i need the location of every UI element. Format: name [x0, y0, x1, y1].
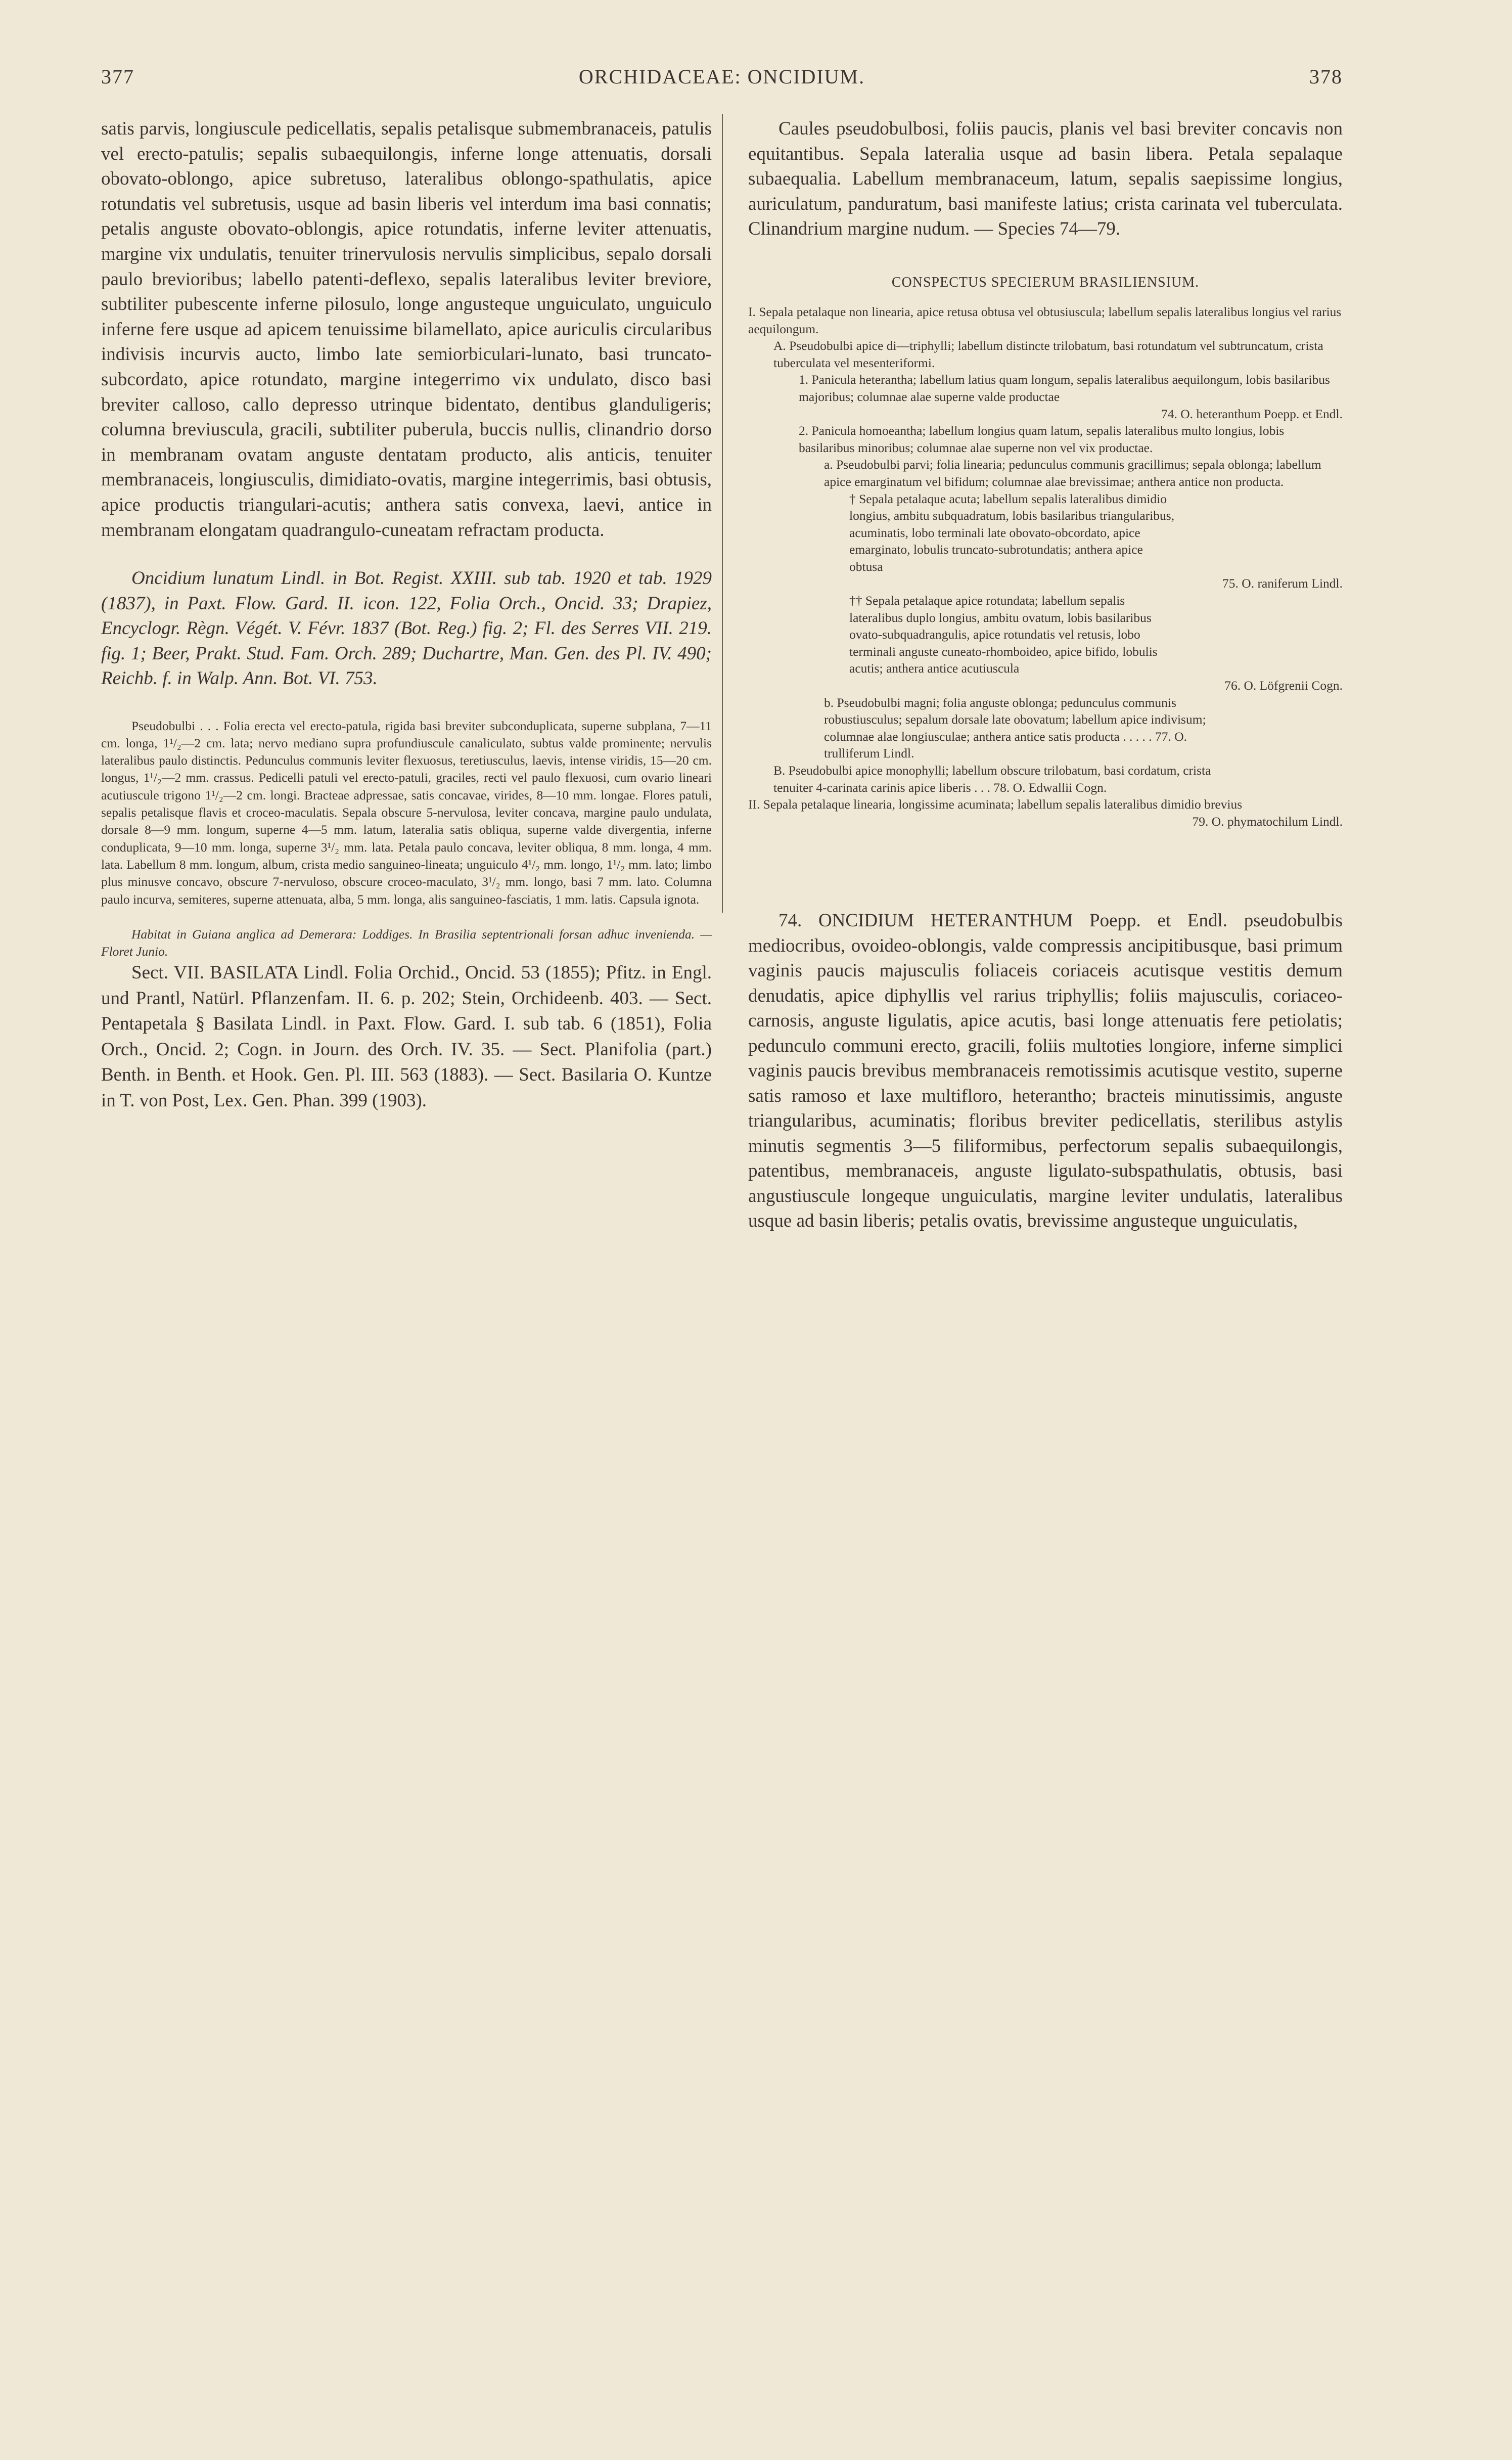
page-number-left: 377 — [101, 65, 134, 88]
description-text: satis parvis, longiuscule pedicellatis, sepalis petalisque submembranaceis, patulis vel erecto-patulis; sepalis subaequilongis, inferne longe attenuatis, dorsali obovato-oblongo, apice subretuso, lateralibus oblongo-spathulatis, apice rotundatis vel subretusis, usque ad basin liberis vel interdum ima basi connatis; petalis anguste obovato-oblongis, apice rotundatis, inferne leviter attenuatis, margine vix undulatis, tenuiter trinervulosis nervulis simplicibus, sepalo dorsali paulo brevioribus; labello patenti-deflexo, sepalis lateralibus leviter breviore, subtiliter pubescente inferne pilosulo, longe angusteque unguiculato, unguiculo inferne fere usque ad apicem tenuissime bilamellato, apice auriculis circularibus indivisis incurvis aucto, limbo late semiorbiculari-lunato, basi truncato-subcordato, apice rotundato, margine integerrimo vix undulato, disco basi breviter calloso, callo depresso utrinque bidentato, dentibus glanduligeris; columna breviuscula, gracili, subtiliter puberula, buccis nullis, clinandrio dorso in membranam ovatam anguste dentatam producto, alis anticis, tenuiter membranaceis, longiusculis, dimidiato-ovatis, margine integerrimis, basi obtusis, apice productis triangulari-acutis; anthera satis convexa, laevi, antice in membranam elongatam quadrangulo-cuneatam refractam producta. — [101, 118, 712, 541]
key-line: II. Sepala petalaque linearia, longissime acuminata; labellum sepalis lateralibus dimidio brevius — [748, 797, 1243, 812]
section-description: Caules pseudobulbosi, foliis paucis, planis vel basi breviter concavis non equitantibus. Sepala lateralia usque ad basin libera. Petala sepalaque subaequalia. Labellum membranaceum, latum, sepalis saepissime longius, auriculatum, panduratum, basi manifeste latius; crista carinata vel tuberculata. Clinandrium margine nudum. — Species 74—79. — [748, 118, 1343, 240]
citation-text: Oncidium lunatum Lindl. in Bot. Regist. XXIII. sub tab. 1920 et tab. 1929 (1837), in Paxt. Flow. Gard. II. icon. 122, Folia Orch., Oncid. 33; Drapiez, Encyclogr. Règn. Végét. V. Févr. 1837 (Bot. Reg.) fig. 2; Fl. des Serres VII. 219. fig. 1; Beer, Prakt. Stud. Fam. Orch. 289; Duchartre, Man. Gen. des Pl. IV. 490; Reichb. f. in Walp. Ann. Bot. VI. 753. — [101, 568, 712, 689]
column-divider — [722, 114, 723, 913]
key-line: B. Pseudobulbi apice monophylli; labellum obscure trilobatum, basi cordatum, crista tenuiter 4-carinata carinis apice liberis . . . 78. O. Edwallii Cogn. — [773, 763, 1211, 795]
left-column — [101, 116, 712, 1113]
running-header — [101, 65, 1343, 100]
conspectus-title: CONSPECTUS SPECIERUM BRASILIENSIUM. — [891, 274, 1200, 290]
key-line: † Sepala petalaque acuta; labellum sepalis lateralibus dimidio longius, ambitu subquadratum, lobis basilaribus triangularibus, acuminatis, lobo terminali late obovato-obcordato, apice emarginato, lobulis truncato-subrotundatis; anthera apice obtusa — [849, 491, 1175, 574]
right-column — [748, 116, 1343, 1234]
running-title: ORCHIDACEAE: ONCIDIUM. — [578, 65, 865, 88]
species-key — [748, 303, 1343, 830]
key-species-ref: 79. O. phymatochilum Lindl. — [1192, 814, 1343, 829]
key-species-ref: 74. O. heteranthum Poepp. et Endl. — [1161, 406, 1343, 421]
key-line: 2. Panicula homoeantha; labellum longius quam latum, sepalis lateralibus multo longius, lobis basilaribus minoribus; columnae alae superne non vel vix productae. — [799, 423, 1285, 455]
section-heading: Sect. VII. BASILATA Lindl. Folia Orchid., Oncid. 53 (1855); Pfitz. in Engl. und Prantl, Natürl. Pflanzenfam. II. 6. p. 202; Stein, Orchideenb. 403. — Sect. Pentapetala § Basilata Lindl. in Paxt. Flow. Gard. I. sub tab. 6 (1851), Folia Orch., Oncid. 2; Cogn. in Journ. des Orch. IV. 35. — Sect. Planifolia (part.) Benth. in Benth. et Hook. Gen. Pl. III. 563 (1883). — Sect. Basilaria O. Kuntze in T. von Post, Lex. Gen. Phan. 399 (1903). — [101, 962, 712, 1111]
key-line: †† Sepala petalaque apice rotundata; labellum sepalis lateralibus duplo longius, ambitu ovatum, lobis basilaribus ovato-subquadrangulis, apice rotundatis vel retusis, lobo terminali anguste cuneato-rhomboideo, apice bifido, lobulis acutis; anthera antice acutiuscula — [849, 593, 1158, 676]
morphology-text: Pseudobulbi . . . Folia erecta vel erecto-patula, rigida basi breviter subconduplicata, superne subplana, 7—11 cm. longa, 1¹/₂—2 cm. lata; nervo mediano supra profundiuscule canaliculato, subtus valde prominente; nervulis lateralibus paulo distinctis. Pedunculus communis leviter flexuosus, teretiusculus, laevis, intense viridis, 15—20 cm. longus, 1¹/₂—2 mm. crassus. Pedicelli patuli vel erecto-patuli, graciles, recti vel paulo flexuosi, cum ovario lineari acutiuscule trigono 1¹/₂—2 cm. longi. Bracteae adpressae, satis concavae, virides, 8—10 mm. longae. Flores patuli, sepalis petalisque flavis et croceo-maculatis. Sepala obscure 5-nervulosa, leviter concava, margine paulo undulata, dorsale 8—9 mm. longum, superne 4—5 mm. latum, lateralia satis obliqua, superne valde divergentia, inferne conduplicata, 9—10 mm. longa, superne 3¹/₂ mm. lata. Petala paulo concava, leviter obliqua, 8 mm. longa, 4 mm. lata. Labellum 8 mm. longum, album, crista medio sanguineo-lineata; unguiculo 4¹/₂ mm. longo, 1¹/₂ mm. lato; limbo plus minusve concavo, obscure 7-nervuloso, obscure croceo-maculato, 3¹/₂ mm. longo, basi 7 mm. lato. Columna paulo incurva, semiteres, superne attenuata, alba, 5 mm. longa, alis sanguineo-fasciatis, 1 mm. latis. Capsula ignota. — [101, 718, 712, 907]
page-number-right: 378 — [1309, 65, 1343, 88]
key-species-ref: 75. O. raniferum Lindl. — [1222, 576, 1343, 591]
key-line: b. Pseudobulbi magni; folia anguste oblonga; pedunculus communis robustiusculus; sepalum dorsale late obovatum; labellum apice indivisum; columnae alae longiusculae; anthera antice satis producta . . . . . 77. O. trulliferum Lindl. — [824, 695, 1206, 761]
habitat-text: Habitat in Guiana anglica ad Demerara: Loddiges. In Brasilia septentrionali forsan adhuc invenienda. — Floret Junio. — [101, 926, 712, 959]
key-line: A. Pseudobulbi apice di—triphylli; labellum distincte trilobatum, basi rotundatum vel subtruncatum, crista tuberculata vel mesenteriformi. — [773, 338, 1323, 370]
species-74-text: 74. ONCIDIUM HETERANTHUM Poepp. et Endl. pseudobulbis mediocribus, ovoideo-oblongis, valde compressis ancipitibusque, basi primum vaginis paucis majusculis foliaceis coriaceis acutisque vestitis demum denudatis, apice diphyllis vel rarius triphyllis; foliis majusculis, coriaceo-carnosis, anguste ligulatis, apice acutis, basi longe attenuatis fere petiolatis; pedunculo communi erecto, gracili, foliis multoties longiore, inferne simplici vaginis paucis brevibus membranaceis remotissimis acutisque vestito, superne satis ramoso et laxe multifloro, heterantho; bracteis minutissimis, anguste triangularibus, acuminatis; floribus breviter pedicellatis, sterilibus astylis minutis segmentis 3—5 filiformibus, perfectorum sepalis subaequilongis, patentibus, membranaceis, anguste ligulato-subspathulatis, obtusis, basi angustiuscule longeque unguiculatis, margine leviter undulatis, lateralibus usque ad basin liberis; petalis ovatis, brevissime angusteque unguiculatis, — [748, 910, 1343, 1232]
key-line: I. Sepala petalaque non linearia, apice retusa obtusa vel obtusiuscula; labellum sepalis lateralibus longius vel rarius aequilongum. — [748, 304, 1342, 336]
key-line: a. Pseudobulbi parvi; folia linearia; pedunculus communis gracillimus; sepala oblonga; labellum apice emarginatum vel bifidum; columnae alae brevissimae; anthera antice non producta. — [824, 457, 1321, 489]
key-line: 1. Panicula heterantha; labellum latius quam longum, sepalis lateralibus aequilongum, lobis basilaribus majoribus; columnae alae superne valde productae — [799, 372, 1330, 404]
key-species-ref: 76. O. Löfgrenii Cogn. — [1224, 678, 1343, 693]
